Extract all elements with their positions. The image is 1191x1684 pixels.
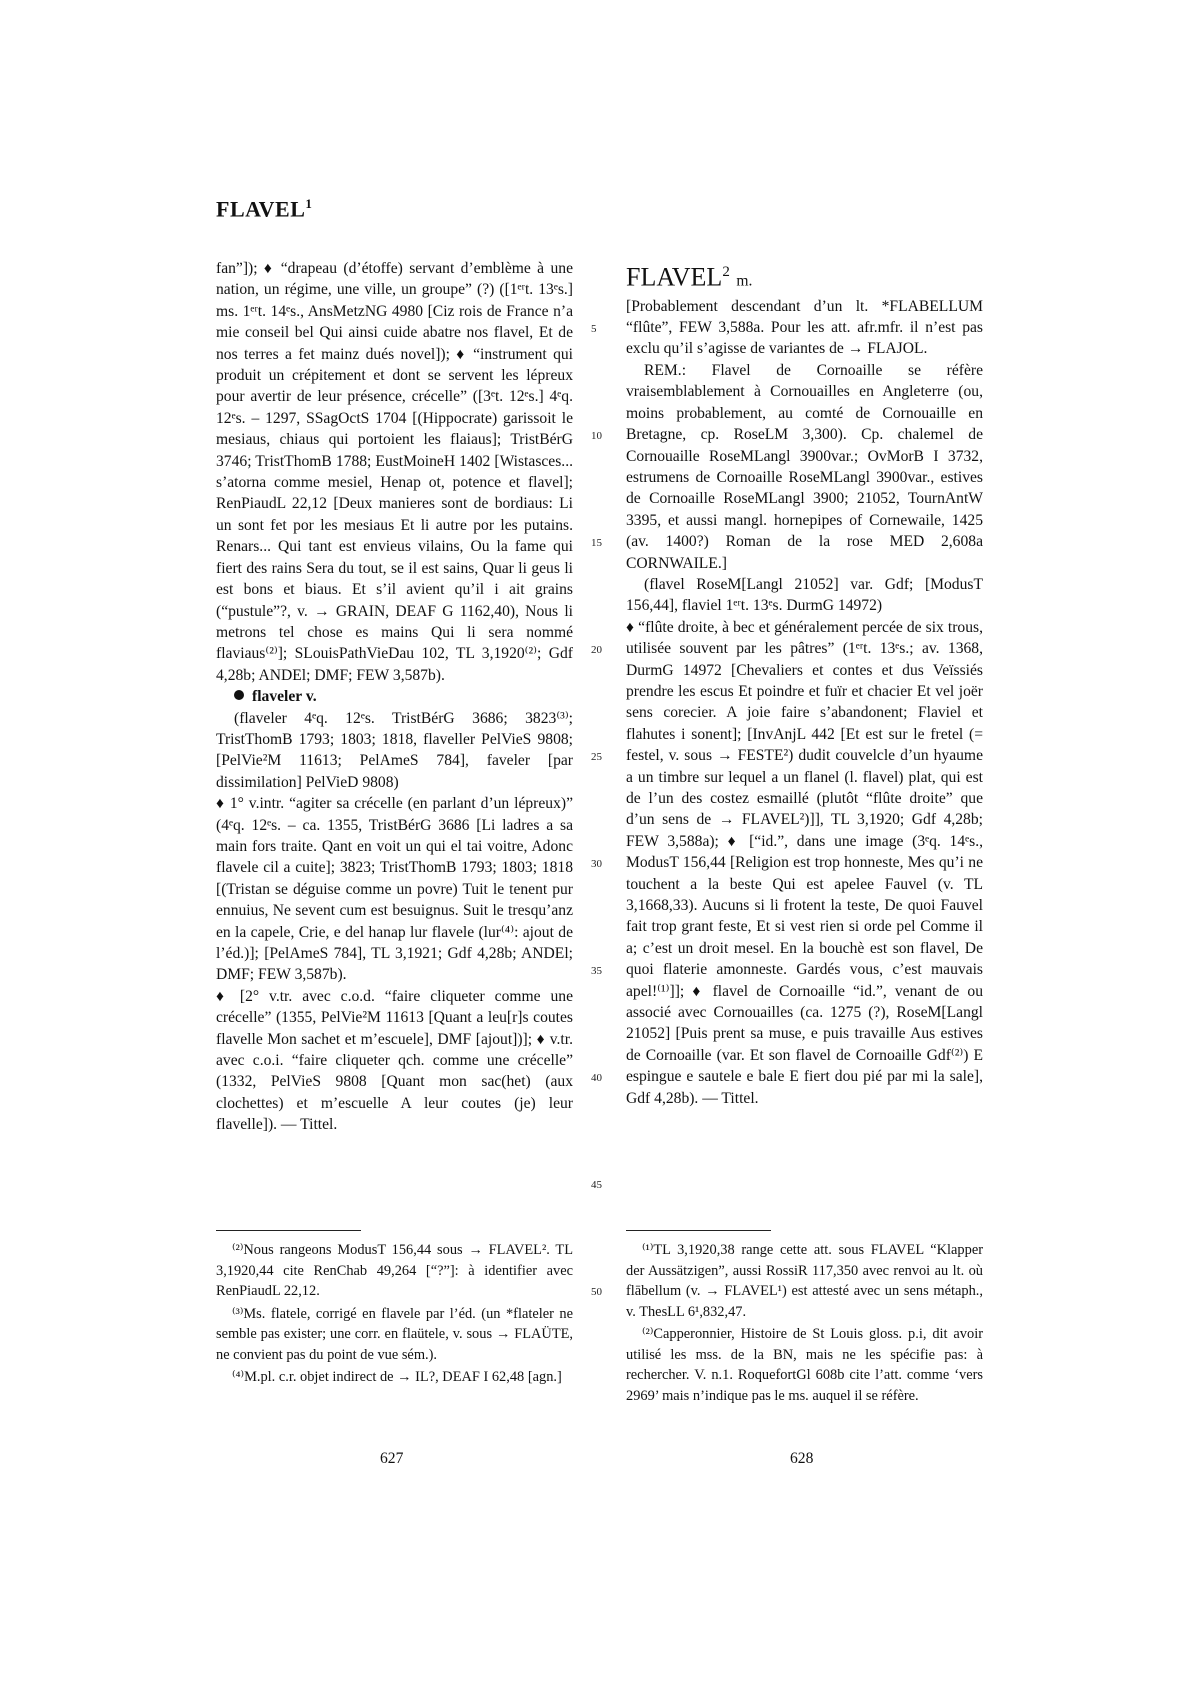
running-head: [216, 196, 312, 222]
left-paragraph: ♦ [2° v.tr. avec c.o.d. “faire cliqueter comme une crécelle” (1355, PelVie²M 11613 [Quant a leu[r]s coutes flavelle Mon sachet et m’escuele], DMF [ajout])]; ♦ v.tr. avec c.o.i. “faire cliqueter qch. comme une crécelle” (1332, PelVieS 9808 [Quant mon sac(het) (aux clochettes) et m’escuelle A leur coutes (je) leur flavelle]). — Tittel.: [216, 987, 573, 1134]
footnote-rule-right: [626, 1230, 771, 1231]
running-head-word: FLAVEL: [216, 196, 306, 222]
line-number: 25: [591, 751, 602, 763]
line-number: 20: [591, 644, 602, 656]
left-paragraph: ♦ 1° v.intr. “agiter sa crécelle (en parlant d’un lépreux)” (4ᵉq. 12ᵉs. – ca. 1355, TristBérG 3686 [Li ladres a sa main fors traite. Qant en voit un qui el tai voitre, Adonc flavele cil a cuite]; 3823; TristThomB 1793; 1803; 1818 [(Tristan se déguise comme un povre) Tuit le tenent pur ennuius, Ne sevent cum est besuignus. Suit le tresqu’anz en la capele, Crie, e del hanap lur flavele (lur⁽⁴⁾: ajout de l’éd.)]; [PelAmeS 784], TL 3,1921; Gdf 4,28b; ANDEl; DMF; FEW 3,587b).: [216, 795, 573, 984]
sub-entry-headword: [216, 686, 573, 707]
line-number: 15: [591, 537, 602, 549]
running-head-superscript: 1: [305, 196, 313, 211]
footnote: ⁽²⁾Capperonnier, Histoire de St Louis gloss. p.i, dit avoir utilisé les mss. de la BN, mais ne les spécifie pas: à rechercher. V. n.1. RoquefortGl 608b cite l’att. comme ‘vers 2969’ mais n’indique pas le ms. auquel il se réfère.: [626, 1326, 983, 1404]
footnote: ⁽¹⁾TL 3,1920,38 range cette att. sous FLAVEL “Klapper der Aussätzigen”, aussi RossiR 117,350 avec renvoi au lt. où flābellum (v. → FLAVEL¹) est attesté avec un sens métaph., v. ThesLL 6¹,832,47.: [626, 1242, 983, 1320]
footnote: ⁽³⁾Ms. flatele, corrigé en flavele par l’éd. (un *flateler ne semble pas exister; une corr. en flaütele, v. sous → FLAÜTE, ne convient pas du point de vue sém.).: [216, 1305, 573, 1363]
line-number: 40: [591, 1072, 602, 1084]
line-number: 45: [591, 1179, 602, 1191]
left-paragraph: (flaveler 4ᵉq. 12ᵉs. TristBérG 3686; 3823⁽³⁾; TristThomB 1793; 1803; 1818, flaveller PelVieS 9808; [PelVie²M 11613; PelAmeS 784], faveler [par dissimilation] PelVieD 9808): [216, 709, 573, 791]
etymology-paragraph: [Probablement descendant d’un lt. *FLABELLUM “flûte”, FEW 3,588a. Pour les att. afr.mfr. il n’est pas exclu qu’il s’agisse de variantes de → FLAJOL.: [626, 297, 983, 358]
entry-headword: [626, 258, 983, 296]
entry-headword-word: FLAVEL: [626, 262, 723, 292]
right-footnotes: [626, 1240, 983, 1408]
forms-paragraph: (flavel RoseM[Langl 21052] var. Gdf; [ModusT 156,44], flaviel 1ᵉʳt. 13ᵉs. DurmG 14972): [626, 575, 983, 615]
page-number-right: 628: [790, 1450, 814, 1467]
line-number: 50: [591, 1286, 602, 1298]
left-paragraph: fan”]); ♦ “drapeau (d’étoffe) servant d’emblème à une nation, un régime, une ville, un groupe” (?) ([1ᵉʳt. 13ᵉs.] ms. 1ᵉʳt. 14ᵉs., AnsMetzNG 4980 [Ciz rois de France n’a mie conseil bel Qui ainsi cuide abatre nos flavel, Et de nos terres a fet mainz dués novel]); ♦ “instrument qui produit un crépitement et dont se servent les lépreux pour avertir de leur présence, crécelle” ([3ᵉt. 12ᵉs.] 4ᵉq. 12ᵉs. – 1297, SSagOctS 1704 [(Hippocrate) garissoit le mesiaus, chiaus qui portoient les flaiaus]; TristBérG 3746; TristThomB 1788; EustMoineH 1402 [Wistasces... s’atorna comme mesiel, Henap ot, potence et flavel]; RenPiaudL 22,12 [Deux manieres sont de bordiaus: Li un sont fet por les mesiaus Et li autre por les putains. Renars... Qui tant est envieus vilains, Ou la fame qui fiert des rains Sera du tout, se il est sains, Quar li geus li est bons et biaus. Et s’il avient qu’il i ait grains (“pustule”?, v. → GRAIN, DEAF G 1162,40), Nous li metrons tel chose es mains Qui li sera nommé flaviaus⁽²⁾]; SLouisPathVieDau 102, TL 3,1920⁽²⁾; Gdf 4,28b; ANDEl; DMF; FEW 3,587b).: [216, 260, 573, 684]
footnote: ⁽⁴⁾M.pl. c.r. objet indirect de → IL?, DEAF I 62,48 [agn.]: [232, 1369, 562, 1385]
bullet-dot-icon: [234, 690, 244, 700]
line-number: 10: [591, 430, 602, 442]
left-column: [216, 258, 573, 1136]
line-number: 35: [591, 965, 602, 977]
sense-paragraph: ♦ “flûte droite, à bec et généralement percée de six trous, utilisée souvent par les pâtres” (1ᵉʳt. 13ᵉs.; av. 1368, DurmG 14972 [Chevaliers et contes et dus Veïssiés prendre les escus Et poindre et fuïr et chacier Et vel joër sens corecier. A joie faire s’abandonent; Flaviel et flahutes i sonent]; [InvAnjL 442 [Et est sur le fretel (= festel, v. sous → FESTE²) dudit couvelcle d’un hyaume a un timbre sur lequel a un flanel (l. flavel) plat, qui est de l’un des costez esmaillé (plutôt “flûte droite” que d’un sens de → FLAVEL²)]], TL 3,1920; Gdf 4,28b; FEW 3,588a); ♦ [“id.”, dans une image (3ᵉq. 14ᵉs., ModusT 156,44 [Religion est trop honneste, Mes qu’i ne touchent a la beste Qui est apelee Fauvel (v. TL 3,1668,33). Aucuns si li frotent la teste, De quoi Fauvel fait trop grant feste, Et si vest rien si orde pel Comme il a; c’est un droit mesel. En la bouchè est son flavel, De quoi flaterie amonneste. Gardés vous, c’est mauvais apel!⁽¹⁾]]; ♦ flavel de Cornoaille “id.”, venant de ou associé avec Cornouailles (ca. 1275 (?), RoseM[Langl 21052] [Puis prent sa muse, e puis travaille Aus estives de Cornoaille (var. Et son flavel de Cornoaille Gdf⁽²⁾) E espingue e sautele e bale E fiert dou pié par mi la sale], Gdf 4,28b). — Tittel.: [626, 618, 983, 1107]
line-number: 5: [591, 323, 597, 335]
page-number-left: 627: [380, 1450, 404, 1467]
left-footnotes: [216, 1240, 573, 1390]
right-column: [626, 258, 983, 1109]
entry-grammar-label: m.: [736, 272, 753, 290]
footnote: ⁽²⁾Nous rangeons ModusT 156,44 sous → FLAVEL². TL 3,1920,44 cite RenChab 49,264 [“?”]: à identifier avec RenPiaudL 22,12.: [216, 1242, 573, 1299]
remark-paragraph: REM.: Flavel de Cornoaille se réfère vraisemblablement à Cornouailles en Angleterre (ou, moins probablement, au comté de Cornouaille en Bretagne, cp. RoseLM 3,300). Cp. chalemel de Cornouaille RoseMLangl 3900var.; OvMorB I 3732, estrumens de Cornoaille RoseMLangl 3900var., estives de Cornoaille RoseMLangl 3900; 21052, TournAntW 3395, et aussi mangl. hornepipes of Cornewaile, 1425 (av. 1400?) Roman de la rose MED 2,608a CORNWAILE.]: [626, 361, 983, 572]
line-number: 30: [591, 858, 602, 870]
sub-entry-label: flaveler v.: [252, 688, 317, 706]
footnote-rule-left: [216, 1230, 361, 1231]
entry-headword-superscript: 2: [722, 264, 730, 280]
